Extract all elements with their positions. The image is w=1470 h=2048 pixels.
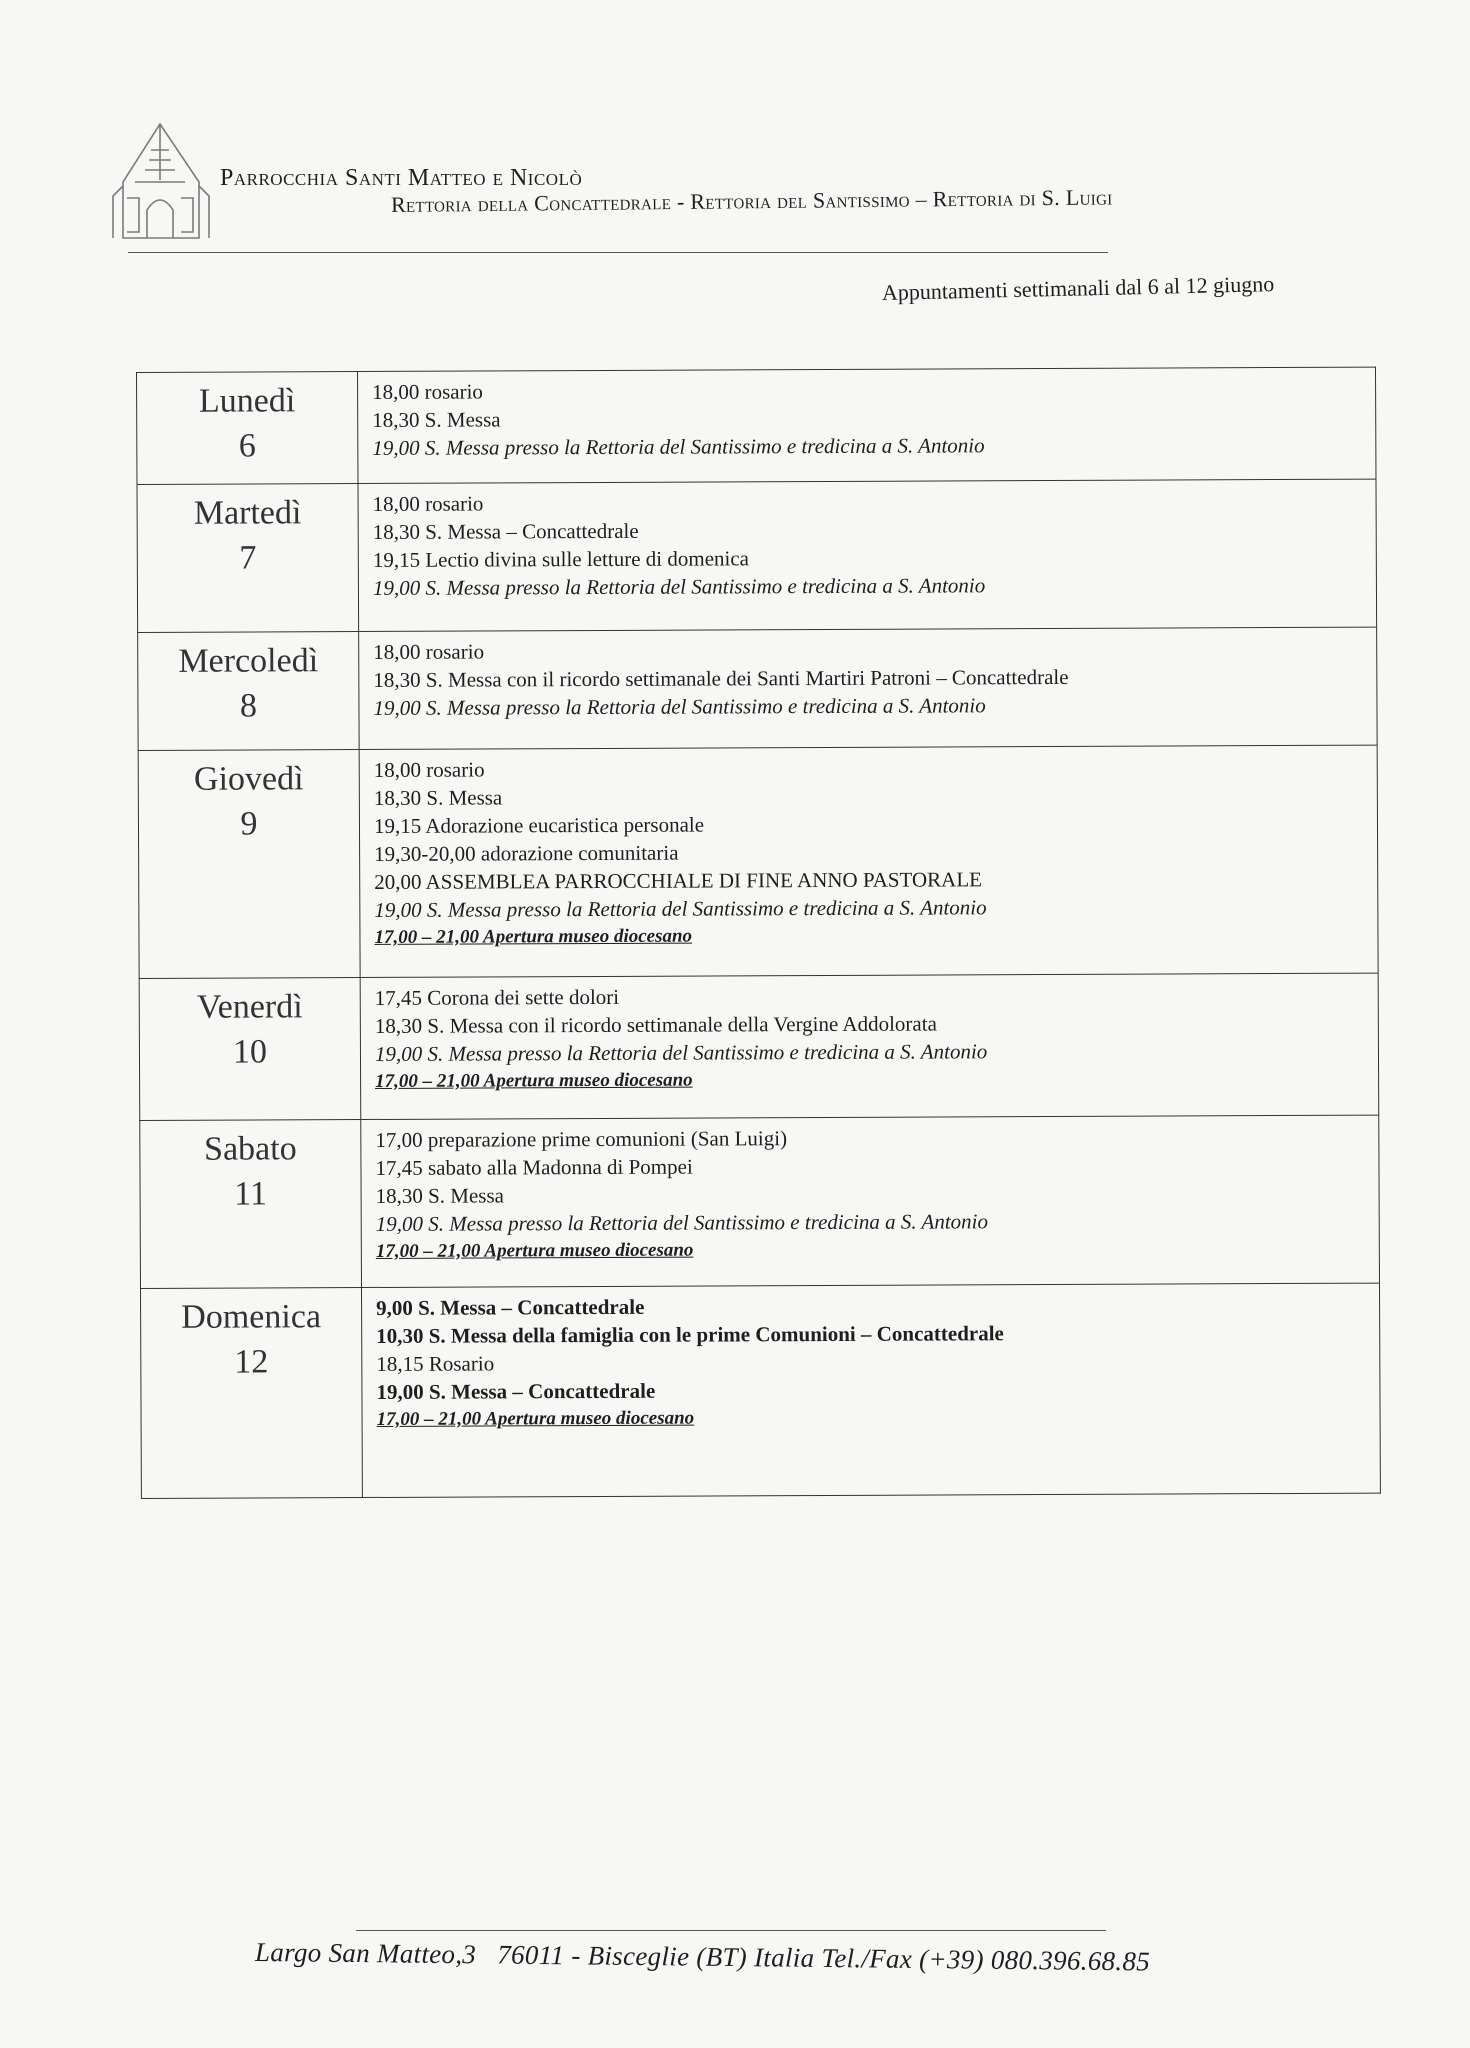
museum-opening-item: 17,00 – 21,00 Apertura museo diocesano <box>375 1239 694 1262</box>
event-item: 19,00 S. Messa – Concattedrale <box>376 1378 656 1404</box>
day-name: Sabato <box>204 1130 297 1168</box>
event-item: 17,45 Corona dei sette dolori <box>374 984 620 1010</box>
schedule-row <box>138 627 1378 750</box>
schedule-row <box>140 1283 1380 1498</box>
event-item: 19,30-20,00 adorazione comunitaria <box>374 840 679 866</box>
event-item: 18,30 S. Messa <box>372 407 501 432</box>
event-item: 18,30 S. Messa con il ricordo settimanale dei Santi Martiri Patroni – Concattedrale <box>373 664 1069 692</box>
day-cell <box>138 632 360 751</box>
schedule-row <box>138 745 1378 978</box>
event-item: 19,00 S. Messa presso la Rettoria del Santissimo e tredicina a S. Antonio <box>372 433 985 460</box>
event-item: 19,00 S. Messa presso la Rettoria del Santissimo e tredicina a S. Antonio <box>373 693 986 720</box>
event-item: 19,15 Adorazione eucaristica personale <box>373 812 705 838</box>
event-item: 19,15 Lectio divina sulle letture di domenica <box>372 546 750 572</box>
day-cell <box>137 372 358 485</box>
day-date: 11 <box>234 1175 268 1213</box>
event-item: 18,30 S. Messa – Concattedrale <box>372 518 639 544</box>
header-divider <box>128 252 1108 253</box>
event-item: 19,00 S. Messa presso la Rettoria del Santissimo e tredicina a S. Antonio <box>374 895 987 922</box>
schedule-row <box>140 1115 1380 1288</box>
event-item: 18,00 rosario <box>372 491 484 516</box>
events-cell <box>360 973 1379 1119</box>
event-item: 18,00 rosario <box>373 639 485 664</box>
schedule-body <box>137 367 1381 1498</box>
letterhead <box>105 120 1305 250</box>
schedule-row <box>137 367 1376 484</box>
day-date: 7 <box>239 539 257 577</box>
schedule-row <box>137 479 1377 632</box>
day-date: 6 <box>238 427 256 465</box>
event-item: 18,00 rosario <box>373 757 485 782</box>
event-item: 20,00 ASSEMBLEA PARROCCHIALE DI FINE ANNO PASTORALE <box>374 867 983 894</box>
events-cell <box>359 745 1378 977</box>
day-name: Lunedì <box>198 382 296 420</box>
day-cell <box>140 1120 362 1289</box>
events-cell <box>359 627 1378 749</box>
footer-divider <box>356 1930 1106 1931</box>
event-item: 19,00 S. Messa presso la Rettoria del Santissimo e tredicina a S. Antonio <box>375 1209 989 1236</box>
day-date: 12 <box>234 1343 269 1381</box>
parish-name: Parrocchia Santi Matteo e Nicolò <box>220 165 583 191</box>
events-cell <box>358 479 1377 631</box>
event-item: 10,30 S. Messa della famiglia con le prime Comunioni – Concattedrale <box>376 1321 1004 1348</box>
day-name: Domenica <box>181 1298 322 1336</box>
museum-opening-item: 17,00 – 21,00 Apertura museo diocesano <box>375 1069 693 1092</box>
day-cell <box>140 1288 362 1499</box>
day-cell <box>137 484 359 633</box>
event-item: 18,30 S. Messa con il ricordo settimanale della Vergine Addolorata <box>374 1011 937 1038</box>
museum-opening-item: 17,00 – 21,00 Apertura museo diocesano <box>374 925 693 948</box>
event-item: 19,00 S. Messa presso la Rettoria del Santissimo e tredicina a S. Antonio <box>372 573 986 600</box>
event-item: 17,00 preparazione prime comunioni (San Luigi) <box>375 1126 788 1152</box>
event-item: 9,00 S. Messa – Concattedrale <box>376 1294 645 1320</box>
schedule-row <box>139 973 1379 1120</box>
day-date: 9 <box>240 805 258 843</box>
day-name: Venerdì <box>196 988 303 1026</box>
event-item: 18,15 Rosario <box>376 1351 495 1376</box>
museum-opening-item: 17,00 – 21,00 Apertura museo diocesano <box>376 1407 695 1430</box>
day-name: Martedì <box>193 494 302 532</box>
day-date: 10 <box>232 1033 268 1071</box>
footer-address: Largo San Matteo,3 76011 - Bisceglie (BT) Italia Tel./Fax (+39) 080.396.68.85 <box>254 1937 1151 1977</box>
rectories-line: Rettoria della Concattedrale - Rettoria del Santissimo – Rettoria di S. Luigi <box>390 184 1113 217</box>
schedule-table <box>136 367 1381 1499</box>
events-cell <box>358 367 1376 483</box>
church-logo-icon <box>105 120 215 245</box>
day-name: Mercoledì <box>178 642 319 680</box>
event-item: 18,30 S. Messa <box>375 1183 504 1208</box>
day-name: Giovedì <box>193 760 304 798</box>
events-cell <box>361 1115 1380 1287</box>
event-item: 18,00 rosario <box>372 379 483 404</box>
day-cell <box>138 750 360 979</box>
day-date: 8 <box>239 687 258 725</box>
day-cell <box>139 978 361 1121</box>
event-item: 17,45 sabato alla Madonna di Pompei <box>375 1154 693 1180</box>
events-cell <box>361 1283 1380 1497</box>
event-item: 19,00 S. Messa presso la Rettoria del Santissimo e tredicina a S. Antonio <box>374 1039 988 1066</box>
event-item: 18,30 S. Messa <box>373 785 503 810</box>
weekly-title: Appuntamenti settimanali dal 6 al 12 giugno <box>881 271 1275 305</box>
